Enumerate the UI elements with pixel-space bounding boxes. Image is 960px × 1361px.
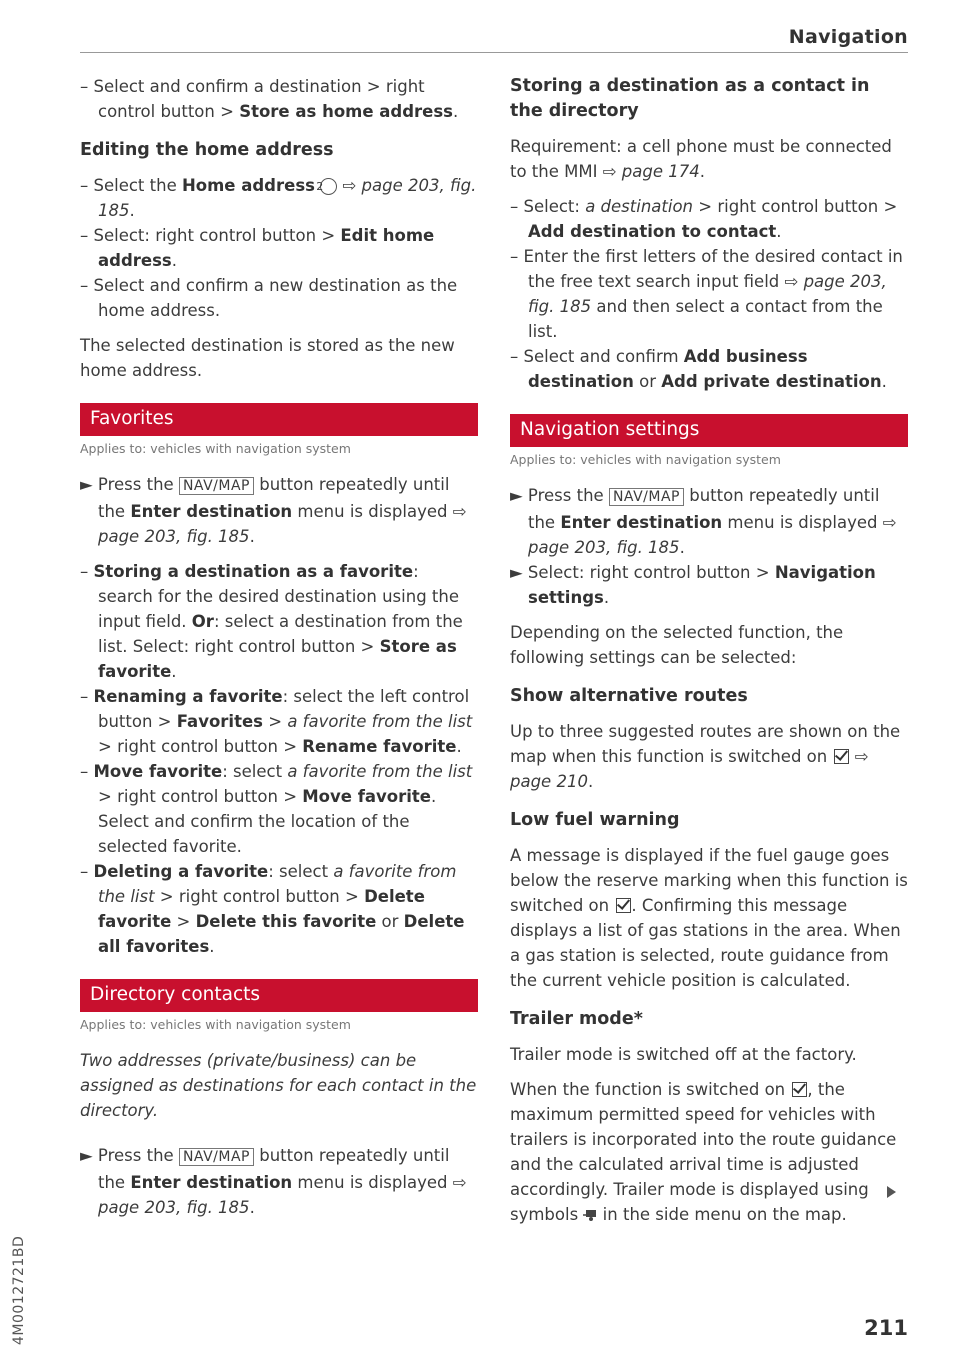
- directory-applies-note: Applies to: vehicles with navigation system: [80, 1017, 351, 1032]
- page-reference-link[interactable]: ⇨ page 210: [510, 747, 869, 791]
- right-column: [510, 74, 908, 1237]
- edit-home-step-3: – Select and confirm a new destination as the home address.: [80, 276, 458, 320]
- page-reference-link[interactable]: ⇨ page 203, fig. 185: [98, 176, 477, 220]
- header-divider: [80, 52, 908, 53]
- page-number: 211: [864, 1316, 908, 1340]
- page-reference-link[interactable]: ⇨ page 203, fig. 185: [528, 272, 887, 316]
- checkbox-checked-icon: [792, 1082, 807, 1097]
- page-reference-link[interactable]: ⇨ page 203, fig. 185: [98, 502, 467, 546]
- nav-map-key: NAV/MAP: [179, 1148, 254, 1166]
- document-code: 4M0012721BD: [11, 1235, 27, 1345]
- checkbox-checked-icon: [834, 749, 849, 764]
- trailer-mode-heading: Trailer mode*: [510, 1009, 643, 1029]
- store-contact-step-3: – Select and confirm Add business destination or Add private destination.: [510, 347, 887, 391]
- section-header: Navigation: [788, 26, 908, 48]
- alt-routes-heading: Show alternative routes: [510, 686, 748, 706]
- store-contact-step-1: – Select: a destination > right control button > Add destination to contact.: [510, 197, 898, 241]
- page-reference-link[interactable]: ⇨ page 203, fig. 185: [528, 513, 897, 557]
- continue-arrow-icon: [887, 1186, 896, 1198]
- nav-settings-description: Depending on the selected function, the following settings can be selected:: [510, 623, 844, 667]
- favorites-applies-note: Applies to: vehicles with navigation system: [80, 441, 351, 456]
- delete-favorite-item: – Deleting a favorite: select a favorite from the list > right control button > Delete favorite > Delete this favorite or Delete all favorites.: [80, 862, 465, 956]
- store-favorite-item: – Storing a destination as a favorite: search for the desired destination using the input field. Or: select a destination from the list. Select: right control button > Store as favorite.: [80, 562, 463, 681]
- directory-press-step: ► Press the NAV/MAP button repeatedly until the Enter destination menu is displayed ⇨ page 203, fig. 185.: [80, 1146, 467, 1217]
- editing-home-heading: Editing the home address: [80, 140, 334, 160]
- edit-home-step-1: – Select the Home address 2 ⇨ page 203, fig. 185.: [80, 176, 477, 220]
- page-reference-link[interactable]: ⇨ page 203, fig. 185: [98, 1173, 467, 1217]
- trailer-mode-default: Trailer mode is switched off at the factory.: [510, 1045, 857, 1064]
- nav-settings-applies-note: Applies to: vehicles with navigation system: [510, 452, 781, 467]
- move-favorite-item: – Move favorite: select a favorite from the list > right control button > Move favorite. Select and confirm the location of the selected favorite.: [80, 762, 473, 856]
- trailer-mode-text: When the function is switched on , the maximum permitted speed for vehicles with trailers is incorporated into the route guidance and the calculated arrival time is adjusted accordingly. Trailer mode is displayed using symbols in the side menu on the map.: [510, 1080, 897, 1224]
- store-home-option: Store as home address: [239, 102, 454, 121]
- left-column: [80, 74, 478, 1220]
- low-fuel-heading: Low fuel warning: [510, 810, 680, 830]
- nav-settings-select-step: ► Select: right control button > Navigation settings.: [510, 563, 876, 607]
- store-contact-requirement: Requirement: a cell phone must be connected to the MMI ⇨ page 174.: [510, 137, 892, 181]
- low-fuel-text: A message is displayed if the fuel gauge goes below the reserve marking when this function is switched on . Confirming this message displays a list of gas stations in the area. When a gas station is selected, route guidance from the current vehicle position is calculated.: [510, 846, 908, 990]
- store-home-step: – Select and confirm a destination > right control button > Store as home address.: [80, 77, 459, 121]
- nav-map-key: NAV/MAP: [179, 477, 254, 495]
- nav-settings-section-title: Navigation settings: [510, 414, 908, 447]
- edit-home-step-2: – Select: right control button > Edit home address.: [80, 226, 435, 270]
- directory-section-title: Directory contacts: [80, 979, 478, 1012]
- favorites-press-step: ► Press the NAV/MAP button repeatedly until the Enter destination menu is displayed ⇨ page 203, fig. 185.: [80, 475, 467, 546]
- directory-intro: Two addresses (private/business) can be assigned as destinations for each contact in the directory.: [80, 1051, 477, 1120]
- checkbox-checked-icon: [616, 898, 631, 913]
- alt-routes-text: Up to three suggested routes are shown on the map when this function is switched on ⇨ page 210.: [510, 722, 901, 791]
- trailer-symbol-icon: [583, 1205, 597, 1224]
- nav-settings-press-step: ► Press the NAV/MAP button repeatedly until the Enter destination menu is displayed ⇨ page 203, fig. 185.: [510, 486, 897, 557]
- favorites-section-title: Favorites: [80, 403, 478, 436]
- store-contact-step-2: – Enter the first letters of the desired contact in the free text search input field ⇨ page 203, fig. 185 and then select a contact from the list.: [510, 247, 903, 341]
- callout-number-icon: 2: [320, 178, 337, 195]
- store-contact-heading: Storing a destination as a contact in the directory: [510, 76, 870, 121]
- page-reference-link[interactable]: ⇨ page 174: [602, 162, 700, 181]
- rename-favorite-item: – Renaming a favorite: select the left control button > Favorites > a favorite from the list > right control button > Rename favorite.: [80, 687, 473, 756]
- edit-home-result: The selected destination is stored as the new home address.: [80, 336, 455, 380]
- nav-map-key: NAV/MAP: [609, 488, 684, 506]
